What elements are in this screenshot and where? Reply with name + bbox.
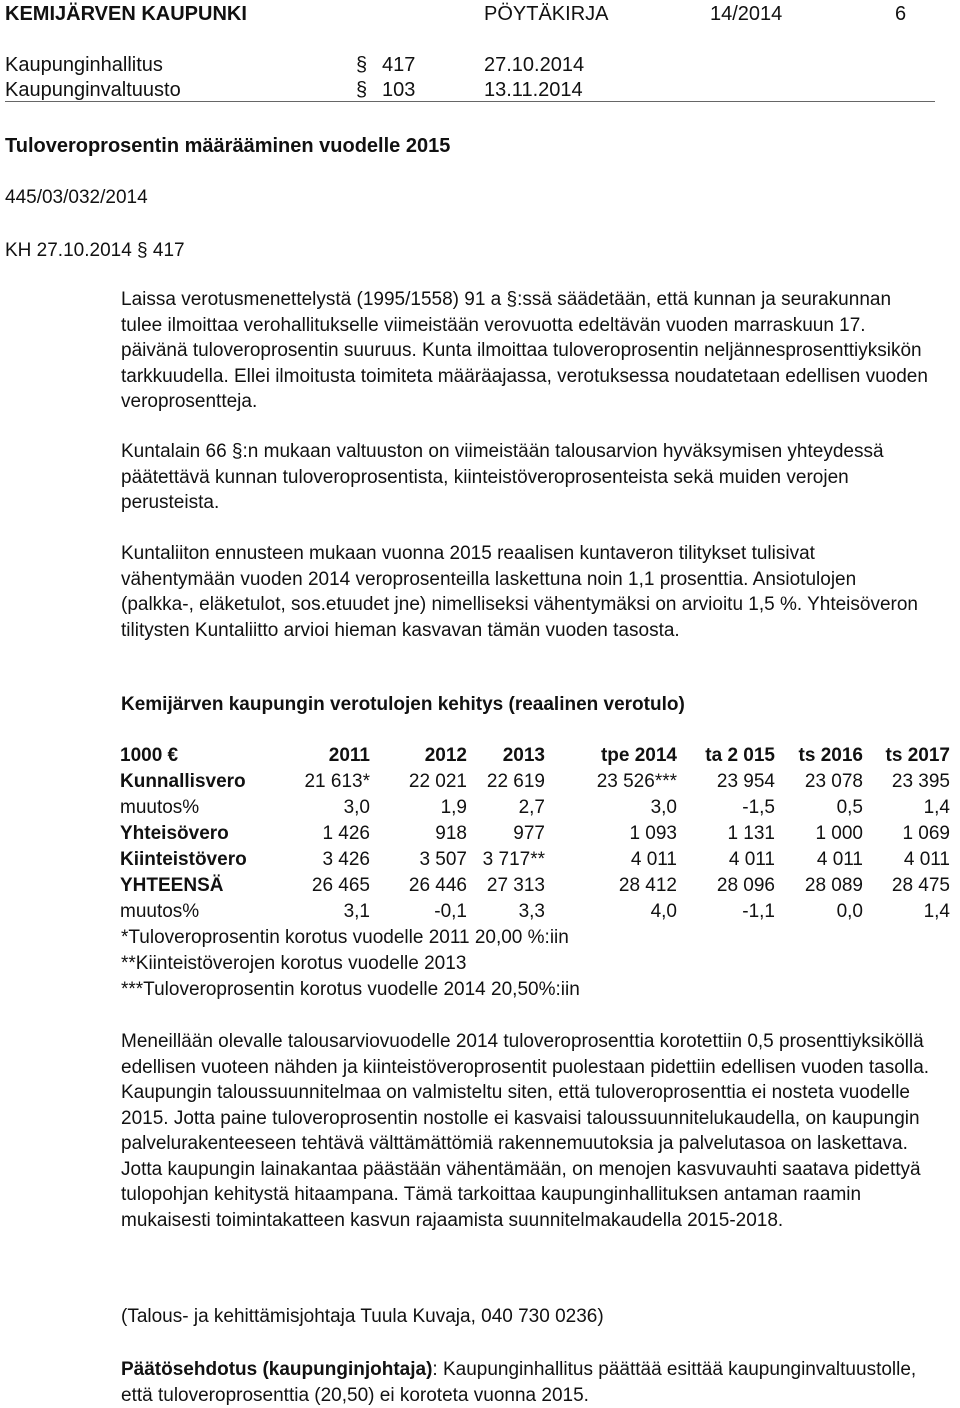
table-cell: 27 313: [486, 875, 545, 896]
table-title: Kemijärven kaupungin verotulojen kehitys (reaalinen verotulo): [121, 694, 685, 715]
footnote-3: ***Tuloveroprosentin korotus vuodelle 2014 20,50%:iin: [121, 979, 580, 1000]
kuntalaki-paragraph-block: [121, 439, 933, 516]
table-cell: 1 069: [902, 823, 950, 844]
table-cell: 3,1: [343, 901, 370, 922]
row-label: muutos%: [120, 797, 200, 818]
column-header: ta 2 015: [705, 745, 775, 766]
table-cell: 3 717**: [482, 849, 545, 870]
table-cell: 0,0: [836, 901, 863, 922]
table-cell: -0,1: [434, 901, 467, 922]
row-label: Yhteisövero: [120, 823, 229, 844]
tax-revenue-table: [120, 743, 950, 925]
table-cell: 1,4: [923, 797, 950, 818]
page-title: Tuloveroprosentin määrääminen vuodelle 2015: [5, 135, 451, 157]
section-number-2: 103: [382, 79, 416, 101]
table-cell: 22 619: [486, 771, 545, 792]
row-label: muutos%: [120, 901, 200, 922]
table-header-row: [120, 743, 950, 769]
proposal-label: Päätösehdotus (kaupunginjohtaja): [121, 1359, 433, 1380]
column-header: 2011: [328, 745, 370, 766]
table-cell: 28 089: [804, 875, 863, 896]
row-label: Kunnallisvero: [120, 771, 246, 792]
table-cell: 28 096: [716, 875, 775, 896]
table-cell: -1,1: [742, 901, 775, 922]
document-number: 14/2014: [710, 3, 783, 25]
table-cell: 977: [513, 823, 545, 844]
table-cell: 3,0: [650, 797, 677, 818]
table-cell: 23 954: [716, 771, 775, 792]
organization-name: KEMIJÄRVEN KAUPUNKI: [5, 3, 247, 25]
table-cell: 4 011: [630, 849, 677, 870]
meeting-date-1: 27.10.2014: [484, 54, 585, 76]
table-cell: 3 507: [419, 849, 467, 870]
table-row: [120, 795, 950, 821]
column-header: ts 2016: [798, 745, 863, 766]
table-cell: 21 613*: [304, 771, 370, 792]
proposal-text: : Kaupunginhallitus päättää esittää kaupunginvaltuustolle, että tuloveroprosenttia (20,50) ei koroteta vuonna 2015.: [121, 1359, 917, 1406]
table-row: [120, 821, 950, 847]
row-label: YHTEENSÄ: [120, 875, 224, 896]
section-sign-1: §: [356, 54, 368, 76]
table-cell: 918: [435, 823, 467, 844]
meeting-date-2: 13.11.2014: [484, 79, 583, 101]
table-cell: 28 475: [891, 875, 950, 896]
table-cell: 26 465: [311, 875, 370, 896]
diary-number: 445/03/032/2014: [5, 187, 148, 208]
meeting-body-2: Kaupunginvaltuusto: [5, 79, 181, 101]
table-cell: 1 131: [727, 823, 775, 844]
table-cell: 23 526***: [596, 771, 677, 792]
table-cell: 22 021: [408, 771, 467, 792]
intro-paragraph: [121, 287, 933, 415]
table-cell: 1 426: [322, 823, 370, 844]
column-header: tpe 2014: [600, 745, 677, 766]
table-cell: 1,4: [923, 901, 950, 922]
table-cell: 3,3: [518, 901, 545, 922]
table-cell: 23 078: [804, 771, 863, 792]
page-number: 6: [895, 3, 907, 25]
document-type: PÖYTÄKIRJA: [484, 3, 609, 25]
table-cell: 23 395: [891, 771, 950, 792]
table-row: [120, 873, 950, 899]
table-row: [120, 769, 950, 795]
table-row: [120, 899, 950, 925]
table-cell: 1,9: [440, 797, 467, 818]
paragraph-kuntaliitto: Kuntaliiton ennusteen mukaan vuonna 2015 reaalisen kuntaveron tilitykset tulisivat vähentymään vuoden 2014 veroprosenteilla laskettuna noin 1,1 prosenttia. Ansiotulojen (palkka-, eläketulot, sos.etuudet jne) nimelliseksi vähentymäksi on arvioitu 1,5 %. Yhteisöveron tilitysten Kuntaliitto arvioi hieman kasvavan tämän vuoden tasosta.: [121, 543, 918, 641]
budget-paragraph: Meneillään olevalle talousarviovuodelle 2014 tuloveroprosenttia korotettiin 0,5 prosenttiyksiköllä edellisen vuoteen nähden ja kiinteistöveroprosentit puolestaan pidettiin edellisen vuoden tasolla. Kaupungin taloussuunnitelmaa on valmisteltu siten, että tuloveroprosenttia ei nosteta vuodelle 2015. Jotta paine tuloveroprosentin nostolle ei kasvaisi taloussuunnitelukaudella, on kaupungin palvelurakenteeseen tehtävä välttämättömiä rakennemuutoksia ja palvelutasoa on laskettava. Jotta kaupungin lainakantaa päästään vähentämään, on menojen kasvuvauhti saatava pidettyä tulopohjan kehitystä hitaampana. Tämä tarkoittaa kaupunginhallituksen antaman raamin mukaisesti toimintakatteen kasvun rajaamista suunnitelmakaudella 2015-2018.: [121, 1031, 930, 1231]
table-cell: 4 011: [816, 849, 863, 870]
table-row: [120, 847, 950, 873]
table-cell: 3,0: [343, 797, 370, 818]
paragraph-kuntalaki: Kuntalain 66 §:n mukaan valtuuston on viimeistään talousarvion hyväksymisen yhteydessä päätettävä kunnan tuloveroprosentista, kiinteistöveroprosenteista sekä muiden verojen perusteista.: [121, 441, 884, 513]
column-header: 2013: [502, 745, 545, 766]
footnote-2: **Kiinteistöverojen korotus vuodelle 2013: [121, 953, 467, 974]
column-header: 2012: [424, 745, 467, 766]
table-cell: 4 011: [903, 849, 950, 870]
section-sign-2: §: [356, 79, 368, 101]
table-cell: 0,5: [836, 797, 863, 818]
table-cell: 1 000: [815, 823, 863, 844]
table-cell: 4 011: [728, 849, 775, 870]
column-header: ts 2017: [885, 745, 950, 766]
decision-proposal: [121, 1357, 933, 1408]
table-cell: 1 093: [629, 823, 677, 844]
table-cell: -1,5: [742, 797, 775, 818]
header-divider: [5, 101, 935, 102]
kuntaliitto-paragraph-block: [121, 541, 933, 643]
footnote-1: *Tuloveroprosentin korotus vuodelle 2011 20,00 %:iin: [121, 927, 569, 948]
paragraph-verotusmenettely: Laissa verotusmenettelystä (1995/1558) 91 a §:ssä säädetään, että kunnan ja seurakunnan tulee ilmoittaa verohallitukselle viimeistään verovuotta edeltävän vuoden marraskuun 17. päivänä tuloveroprosentin suuruus. Kunta ilmoittaa tuloveroprosentin neljännesprosenttiyksikön tarkkuudella. Ellei ilmoitusta toimiteta määräajassa, verotuksessa noudatetaan edellisen vuoden veroprosentteja.: [121, 289, 928, 412]
meeting-body-1: Kaupunginhallitus: [5, 54, 163, 76]
section-number-1: 417: [382, 54, 416, 76]
table-cell: 4,0: [650, 901, 677, 922]
table-cell: 28 412: [618, 875, 677, 896]
table-cell: 2,7: [518, 797, 545, 818]
table-cell: 3 426: [322, 849, 370, 870]
contact-info: (Talous- ja kehittämisjohtaja Tuula Kuvaja, 040 730 0236): [121, 1306, 604, 1327]
table-unit-label: 1000 €: [120, 745, 179, 766]
kh-reference: KH 27.10.2014 § 417: [5, 240, 185, 261]
row-label: Kiinteistövero: [120, 849, 247, 870]
table-cell: 26 446: [408, 875, 467, 896]
